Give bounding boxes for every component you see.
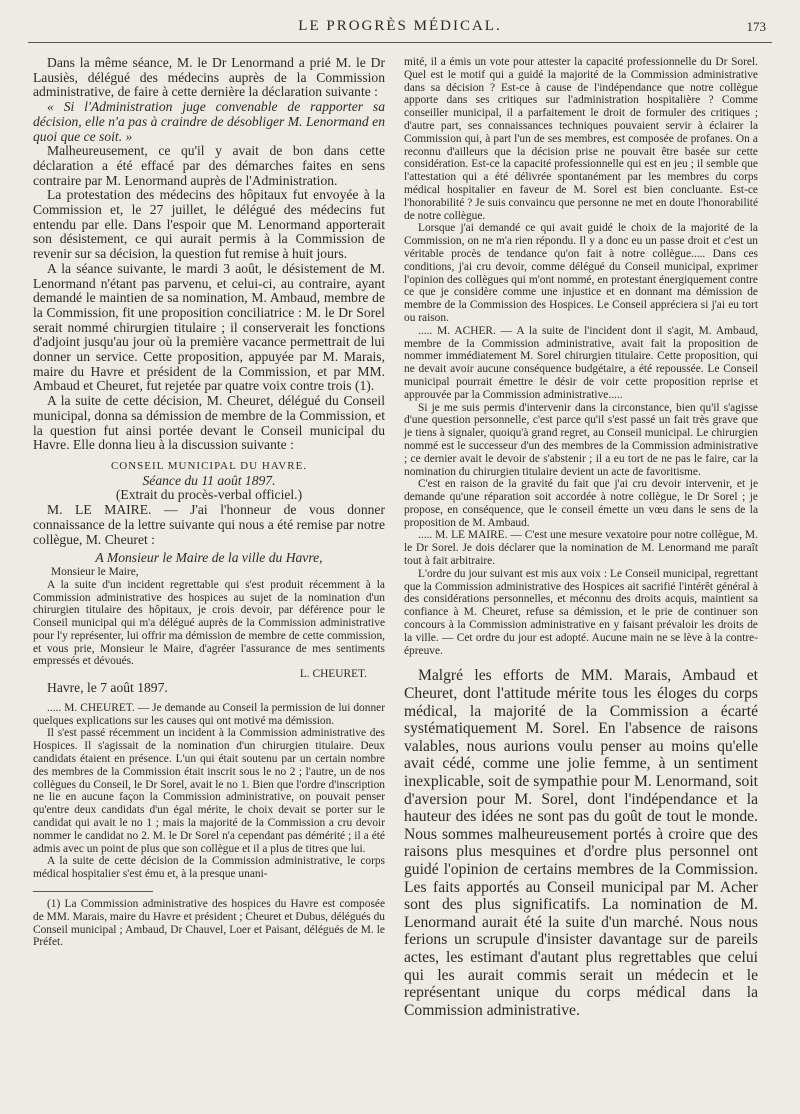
editorial-paragraph: Malgré les efforts de MM. Marais, Ambaud et Cheuret, dont l'attitude mérite tous les éloges du corps médical, la majorité de la Commission a écarté systématiquement M. Sorel. En l'absence de raisons valables, nous aurions voulu penser au moins qu'elle avait cédé, comme une jolie femme, à un sentiment inexplicable, soit de sympathie pour M. Lenormand, soit d'aversion pour M. Sorel, dont l'indépendance et la hauteur des idées ne sont pas du goût de tout le monde. Nous sommes malheureusement portés à croire que des raisons plus mesquines et d'ordre plus personnel ont guidé l'opinion de certains membres de la Commission. Les faits apportés au Conseil municipal par M. Acher sont des plus significatifs. La nomination de M. Lenormand aurait été la suite d'un marché. Nous nous ferions un scrupule d'insister davantage sur de pareils actes, les estimant d'autant plus regrettables que celui qui les aurait commis serait un médecin et le représentant unique du corps médical dans la Commission administrative. <box>404 667 758 1019</box>
letter-address: A Monsieur le Maire de la ville du Havre, <box>95 550 323 566</box>
right-column <box>404 56 758 1019</box>
paragraph: ..... M. CHEURET. — Je demande au Conseil la permission de lui donner quelques explications sur les causes qui ont motivé ma démission. <box>33 701 385 727</box>
paragraph: A la séance suivante, le mardi 3 août, le désistement de M. Lenormand n'étant pas parvenu, et celui-ci, au contraire, ayant demandé le maintien de sa nomination, M. Ambaud, membre de la Commission, fit une proposition conciliatrice : M. le Dr Sorel serait nommé chirurgien titulaire ; il conserverait les fonctions d'adjoint jusqu'au jour où la première vacance permettrait de lui donner un service. Cette proposition, appuyée par M. Marais, maire du Havre et président de la Commission, et par MM. Ambaud et Cheuret, fut rejetée par quatre voix contre trois (1). <box>33 260 385 394</box>
paragraph: La protestation des médecins des hôpitaux fut envoyée à la Commission et, le 27 juillet, le délégué des médecins fut entendu par elle. Dans l'espoir que M. Lenormand apporterait son désistement, ce qui aurait permis à la Commission de revenir sur sa décision, la question fut remise à huit jours. <box>33 187 385 262</box>
footnote: (1) La Commission administrative des hospices du Havre est composée de MM. Marais, maire du Havre et président ; Cheuret et Dubus, délégués du Conseil municipal ; Ambaud, Dr Chauvel, Loer et Paisant, délégués de M. le Préfet. <box>33 897 385 949</box>
paragraph: M. LE MAIRE. — J'ai l'honneur de vous donner connaissance de la lettre suivante qui nous a été remise par notre collègue, M. Cheuret : <box>33 502 385 547</box>
journal-title: LE PROGRÈS MÉDICAL. <box>298 18 502 34</box>
paragraph: mité, il a émis un vote pour attester la capacité professionnelle du Dr Sorel. Quel est le motif qui a guidé la majorité de la Commission administrative dans sa décision ? Est-ce à cause de l'indépendance que notre collègue apporte dans ses critiques sur l'administration hospitalière ? Comme conseiller municipal, il a parfaitement le droit de formuler des critiques ; d'autre part, ses connaissances techniques pouvaient servir à éclairer la Commission qui, à part l'un de ses membres, est composée de profanes. On a reconnu d'ailleurs que la décision prise ne pouvait être basée sur cette considération. Est-ce la capacité professionnelle qui est en jeu ; il semble que l'attestation qui a été délivrée spontanément par les membres du corps médical hospitalier en faveur de M. Sorel est bien concluante. Est-ce l'honorabilité ? Je suis convaincu que personne ne met en doute l'honorabilité de notre collègue. <box>404 56 758 222</box>
left-column <box>33 56 385 949</box>
extract-note: (Extrait du procès-verbal officiel.) <box>115 487 303 503</box>
page-header <box>28 14 772 43</box>
paragraph: ..... M. LE MAIRE. — C'est une mesure vexatoire pour notre collègue, M. le Dr Sorel. Je dois déclarer que la nomination de M. Lenormand me paraît tout à fait arbitraire. <box>404 529 758 568</box>
paragraph: Malheureusement, ce qu'il y avait de bon dans cette déclaration a été effacé par des démarches faites en sens contraire par M. Lenormand auprès de l'Administration. <box>33 143 385 188</box>
paragraph: Il s'est passé récemment un incident à la Commission administrative des Hospices. Il s'agissait de la nomination d'un chirurgien titulaire. Deux candidats étaient en présence. L'un qui était soutenu par un certain nombre des membres de la Commission était inscrit sous le no 2 ; l'autre, un de nos collègues du Conseil, le Dr Sorel, avait le no 1. Bien que l'ordre d'inscription ne lie en aucune façon la Commission administrative, on pouvait penser qu'entre deux candidats d'un égal mérite, le choix devait se porter sur le candidat qui avait le no 1 ; mais la majorité de la Commission a cru devoir nommer le candidat no 2. M. le Dr Sorel n'a cependant pas démérité ; il a été admis avec un point de plus que son collègue et il a plus de titres que lui. <box>33 727 385 855</box>
footnote-rule <box>33 891 153 892</box>
letter-salutation: Monsieur le Maire, <box>51 565 139 578</box>
paragraph: C'est en raison de la gravité du fait que j'ai cru devoir intervenir, et je demande qu'une réparation soit accordée à notre collègue, le Dr Sorel ; je propose, en conséquence, que le conseil émette un vœu dans le sens de la proposition de M. Ambaud. <box>404 478 758 529</box>
page-number: 173 <box>746 19 766 34</box>
letter-body: A la suite d'un incident regrettable qui s'est produit récemment à la Commission administrative des hospices au sujet de la nomination d'un chirurgien titulaire des hôpitaux, je crois devoir, par déférence pour le Conseil municipal qui m'a délégué auprès de la Commission administrative pour l'y représenter, lui offrir ma démission de membre de cette commission, et vous prie, Monsieur le Maire, d'agréer l'assurance de mes sentiments empressés et dévoués. <box>33 578 385 668</box>
letter-signature: L. CHEURET. <box>299 668 367 681</box>
paragraph: Si je me suis permis d'intervenir dans la circonstance, bien qu'il s'agisse d'une question personnelle, c'est parce qu'il s'est passé un fait très grave que je tiens à signaler, quoiqu'à grand regret, au Conseil municipal. Le chirurgien nommé est le successeur d'un des membres de la Commission administrative ; ce dernier avait le devoir de s'abstenir ; il a eu tort de ne pas le faire, car la nomination du chirurgien titulaire devient un acte de favoritisme. <box>404 401 758 478</box>
paragraph: L'ordre du jour suivant est mis aux voix : Le Conseil municipal, regrettant que la Commission administrative des Hospices ait sacrifié l'intérêt général à des considérations personnelles, et méconnu des droits acquis, maintient sa confiance à M. Cheuret, refuse sa démission, et le prie de continuer son concours à la Commission administrative en y faisant prévaloir les droits de la ville. — Cet ordre du jour est adopté. Aucune main ne se lève à la contre-épreuve. <box>404 567 758 657</box>
paragraph: Lorsque j'ai demandé ce qui avait guidé le choix de la majorité de la Commission, on ne m'a rien répondu. Il y a donc eu un passe droit et c'est un véritable procès de tendance qu'on fait à notre collègue..... Dans ces conditions, j'ai cru devoir, comme délégué du Conseil municipal, exprimer l'opinion des collègues qui m'ont nommé, en protestant énergiquement contre ce que je considère comme une injustice et en donnant ma démission de membre de la Commission des Hospices. Le Conseil appréciera si j'ai eu tort ou raison. <box>404 222 758 324</box>
letter-date: Havre, le 7 août 1897. <box>47 680 168 696</box>
paragraph: A la suite de cette décision de la Commission administrative, le corps médical hospitalier s'est ému et, à la presque unani- <box>33 855 385 881</box>
paragraph: A la suite de cette décision, M. Cheuret, délégué du Conseil municipal, donna sa démission de membre de la Commission, et la question fut ainsi portée devant le Conseil municipal du Havre. Elle donna lieu à la discussion suivante : <box>33 393 385 453</box>
paragraph: ..... M. ACHER. — A la suite de l'incident dont il s'agit, M. Ambaud, membre de la Commission administrative, avait fait la proposition de nommer immédiatement M. Sorel chirurgien titulaire. Cette proposition, qui ne devait avoir aucune conséquence budgétaire, a été repoussée. Le Conseil municipal pourrait émettre le désir de voir cette proposition reprise et approuvée par la Commission administrative..... <box>404 324 758 401</box>
session-date: Séance du 11 août 1897. <box>142 472 276 488</box>
paragraph: Dans la même séance, M. le Dr Lenormand a prié M. le Dr Lausiès, délégué des médecins auprès de la Commission administrative, de faire à cette dernière la déclaration suivante : <box>33 55 385 100</box>
section-heading: CONSEIL MUNICIPAL DU HAVRE. <box>110 459 308 472</box>
quoted-declaration: « Si l'Administration juge convenable de rapporter sa décision, elle n'a pas à craindre de désobliger M. Lenormand en quoi que ce soit. » <box>33 99 385 144</box>
